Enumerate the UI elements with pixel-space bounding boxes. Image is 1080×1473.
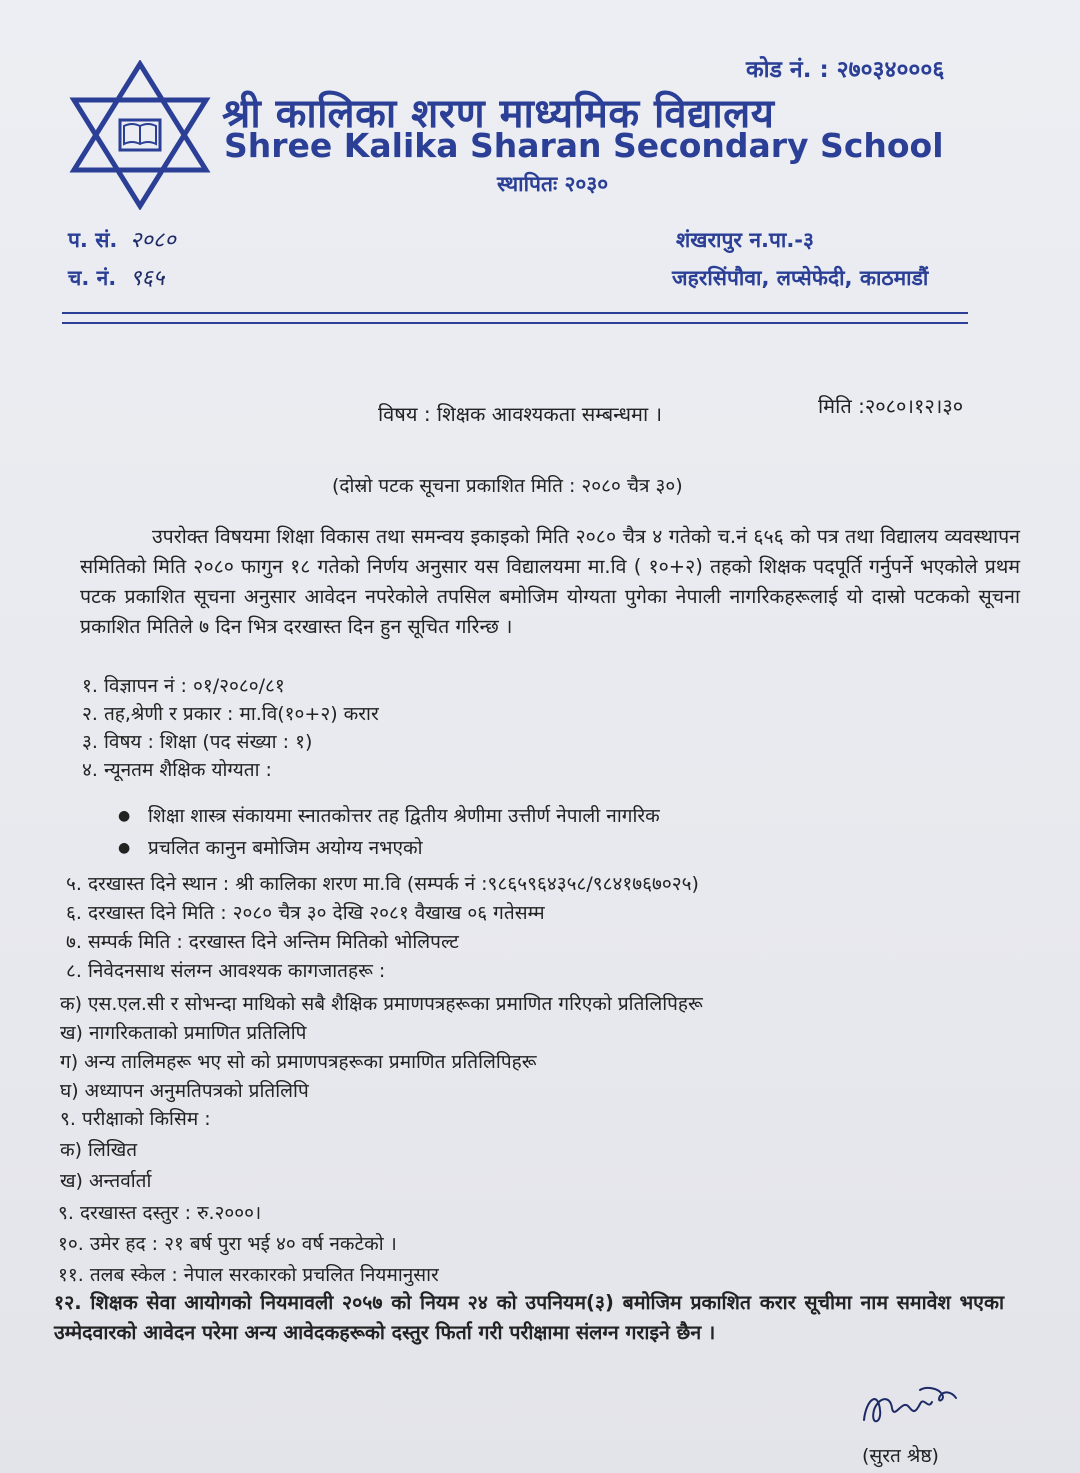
second-publication-note: (दोस्रो पटक सूचना प्रकाशित मिति : २०८० चैत्र ३०) [332, 475, 683, 497]
item-12: १२. शिक्षक सेवा आयोगको नियमावली २०५७ को नियम २४ को उपनियम(३) बमोजिम प्रकाशित करार सूचीमा नाम समावेश भएका उम्मेदवारको आवेदन परेमा अन्य आवेदकहरूको दस्तुर फिर्ता गरी परीक्षामा संलग्न गराइने छैन । [54, 1291, 1004, 1344]
list-item: ५. दरखास्त दिने स्थान : श्री कालिका शरण मा.वि (सम्पर्क नं :९८६५९६४३५८/९८४१७६७०२५) [66, 873, 699, 895]
notice-paragraph: उपरोक्त विषयमा शिक्षा विकास तथा समन्वय इकाइको मिति २०८० चैत्र ४ गतेको च.नं ६५६ को पत्र तथा विद्यालय व्यवस्थापन समितिको मिति २०८० फागुन १८ गतेको निर्णय अनुसार यस विद्यालयमा मा.वि ( १०+२) तहको शिक्षक पदपूर्ति गर्नुपर्ने भएकोले प्रथम पटक प्रकाशित सूचना अनुसार आवेदन नपरेकोले तपसिल बमोजिम योग्यता पुगेका नेपाली नागरिकहरूलाई यो दास्रो पटकको सूचना प्रकाशित मितिले ७ दिन भित्र दरखास्त दिन हुन सूचित गरिन्छ । [80, 525, 1020, 638]
list-item: ९. परीक्षाको किसिम : [60, 1108, 211, 1130]
bullet-item: ● शिक्षा शास्त्र संकायमा स्नातकोत्तर तह द्वितीय श्रेणीमा उत्तीर्ण नेपाली नागरिक [118, 800, 660, 832]
address-line-2: जहरसिंपौवा, लप्सेफेदी, काठमाडौं [672, 266, 929, 290]
school-code: कोड नं. : २७०३४०००६ [746, 57, 945, 83]
chalani-number-value: ९६५ [130, 266, 165, 291]
established-year: स्थापितः २०३० [497, 172, 609, 196]
letterhead-rule-top [62, 312, 968, 314]
list-item: घ) अध्यापन अनुमतिपत्रको प्रतिलिपि [60, 1080, 309, 1102]
list-item: ख) नागरिकताको प्रमाणित प्रतिलिपि [60, 1022, 307, 1044]
items-list-b [66, 870, 699, 986]
list-item: ९. दरखास्त दस्तुर : रु.२०००। [58, 1202, 262, 1224]
qualification-bullets [118, 800, 660, 864]
list-item: क) एस.एल.सी र सोभन्दा माथिको सबै शैक्षिक प्रमाणपत्रहरूका प्रमाणित गरिएको प्रतिलिपिहरू [60, 993, 703, 1015]
school-name-english: Shree Kalika Sharan Secondary School [224, 126, 944, 165]
patra-sankhya-label: प. सं. [68, 228, 118, 252]
notice-date: मिति :२०८०।१२।३० [818, 394, 964, 418]
list-item: ७. सम्पर्क मिति : दरखास्त दिने अन्तिम मितिको भोलिपल्ट [66, 931, 459, 953]
list-item: ११. तलब स्केल : नेपाल सरकारको प्रचलित नियमानुसार [58, 1264, 439, 1286]
signer-name: (सुरत श्रेष्ठ) [862, 1445, 939, 1467]
list-item: ३. विषय : शिक्षा (पद संख्या : १) [82, 731, 313, 753]
list-item: ८. निवेदनसाथ संलग्न आवश्यक कागजातहरू : [66, 960, 386, 982]
address-line-1: शंखरापुर न.पा.-३ [676, 228, 814, 252]
items-list-a [82, 672, 379, 784]
list-item: २. तह,श्रेणी र प्रकार : मा.वि(१०+२) करार [82, 703, 379, 725]
items-list-c [58, 1198, 439, 1291]
list-item: क) लिखित [60, 1139, 138, 1161]
exam-list [60, 1104, 211, 1197]
list-item: ६. दरखास्त दिने मिति : २०८० चैत्र ३० देखि २०८१ वैखाख ०६ गतेसम्म [66, 902, 545, 924]
patra-sankhya-value: २०८० [130, 228, 176, 253]
list-item: ख) अन्तर्वार्ता [60, 1170, 152, 1192]
school-logo-star-icon [66, 60, 214, 210]
list-item: ग) अन्य तालिमहरू भए सो को प्रमाणपत्रहरूका प्रमाणित प्रतिलिपिहरू [60, 1051, 537, 1073]
notice-subject: विषय : शिक्षक आवश्यकता सम्बन्धमा । [378, 402, 663, 426]
signature-icon [856, 1380, 966, 1436]
documents-list [60, 990, 703, 1106]
list-item: ४. न्यूनतम शैक्षिक योग्यता : [82, 759, 272, 781]
list-item: १. विज्ञापन नं : ०१/२०८०/८१ [82, 675, 285, 697]
school-name-nepali: श्री कालिका शरण माध्यमिक विद्यालय [222, 91, 775, 137]
chalani-number-label: च. नं. [68, 266, 117, 290]
list-item: १०. उमेर हद : २१ बर्ष पुरा भई ४० वर्ष नकटेको । [58, 1233, 397, 1255]
bullet-item: ● प्रचलित कानुन बमोजिम अयोग्य नभएको [118, 832, 660, 864]
letterhead-rule-bottom [62, 322, 968, 324]
